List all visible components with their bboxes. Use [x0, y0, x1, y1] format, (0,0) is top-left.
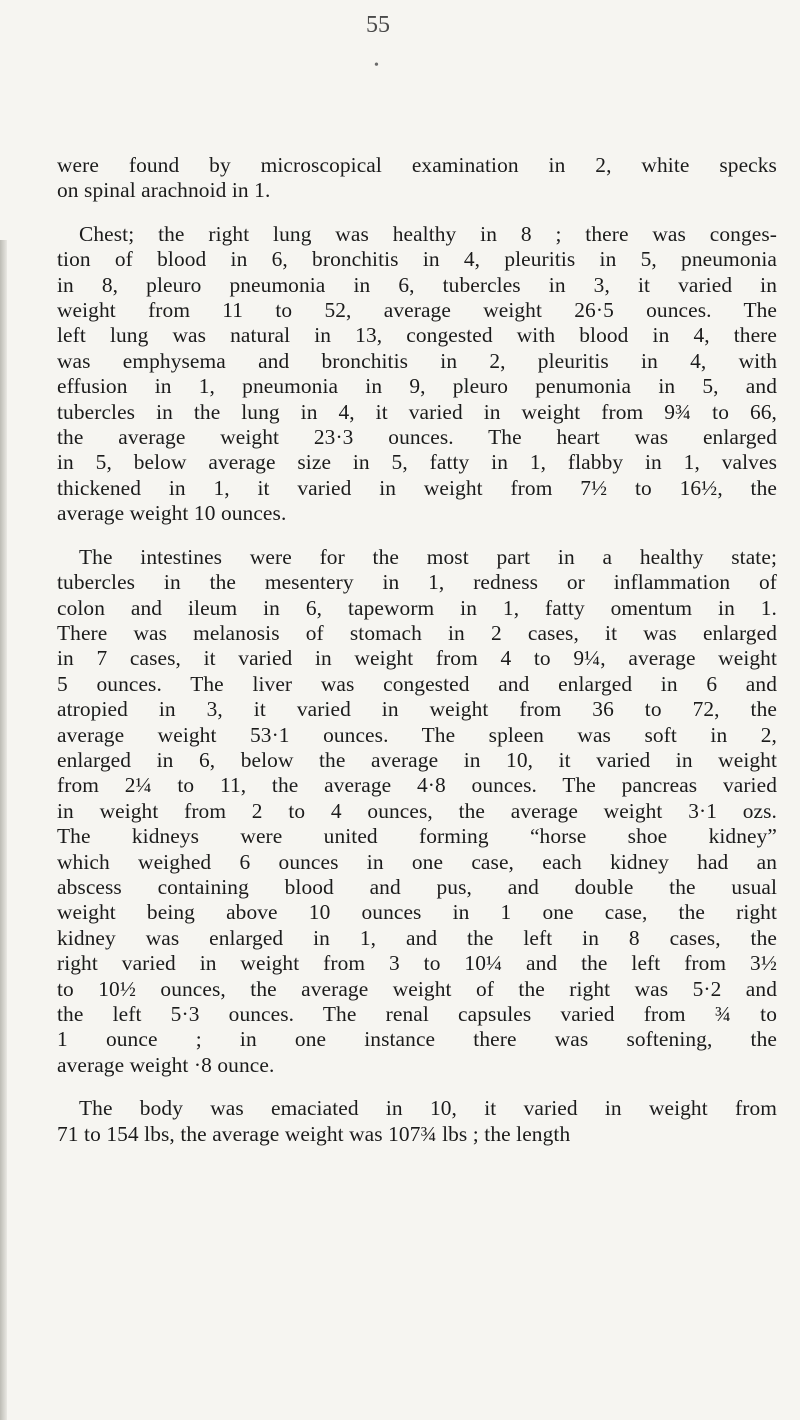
text-line: in 5, below average size in 5, fatty in 1, flabby in 1, valves — [57, 450, 777, 475]
text-line: The body was emaciated in 10, it varied in weight from — [79, 1096, 777, 1121]
page-number: 55 — [366, 12, 390, 38]
text-line: which weighed 6 ounces in one case, each kidney had an — [57, 849, 777, 874]
text-line: kidney was enlarged in 1, and the left in 8 cases, the — [57, 925, 777, 950]
text-line: left lung was natural in 13, congested with blood in 4, there — [57, 323, 777, 348]
text-line: average weight 10 ounces. — [57, 501, 287, 526]
paragraph — [57, 1096, 777, 1147]
body-text — [57, 153, 777, 1147]
text-line: abscess containing blood and pus, and double the usual — [57, 874, 777, 899]
paragraph — [57, 222, 777, 527]
text-line: weight being above 10 ounces in 1 one case, the right — [57, 900, 777, 925]
text-line: colon and ileum in 6, tapeworm in 1, fatty omentum in 1. — [57, 595, 777, 620]
text-line: There was melanosis of stomach in 2 cases, it was enlarged — [57, 620, 777, 645]
page-edge-shadow — [0, 240, 7, 1420]
text-line: were found by microscopical examination in 2, white specks — [57, 153, 777, 177]
text-line: tion of blood in 6, bronchitis in 4, pleuritis in 5, pneumonia — [57, 247, 777, 272]
text-line: to 10½ ounces, the average weight of the right was 5·2 and — [57, 976, 777, 1001]
paragraph — [57, 545, 777, 1079]
text-line: weight from 11 to 52, average weight 26·5 ounces. The — [57, 298, 777, 323]
text-line: was emphysema and bronchitis in 2, pleuritis in 4, with — [57, 348, 777, 373]
text-line: from 2¼ to 11, the average 4·8 ounces. The pancreas varied — [57, 773, 777, 798]
paragraph-gap — [57, 527, 777, 545]
text-line: tubercles in the lung in 4, it varied in weight from 9¾ to 66, — [57, 399, 777, 424]
text-line: in 7 cases, it varied in weight from 4 to 9¼, average weight — [57, 646, 777, 671]
text-line: enlarged in 6, below the average in 10, it varied in weight — [57, 747, 777, 772]
text-line: the average weight 23·3 ounces. The heart was enlarged — [57, 425, 777, 450]
paragraph — [57, 153, 777, 204]
text-line: in 8, pleuro pneumonia in 6, tubercles in 3, it varied in — [57, 272, 777, 297]
paragraph-gap — [57, 204, 777, 222]
text-line: average weight ·8 ounce. — [57, 1052, 275, 1077]
text-line: The intestines were for the most part in a healthy state; — [79, 544, 777, 569]
text-line: right varied in weight from 3 to 10¼ and the left from 3½ — [57, 951, 777, 976]
text-line: on spinal arachnoid in 1. — [57, 178, 271, 203]
text-line: 1 ounce ; in one instance there was softening, the — [57, 1027, 777, 1052]
text-line: 5 ounces. The liver was congested and enlarged in 6 and — [57, 671, 777, 696]
text-line: effusion in 1, pneumonia in 9, pleuro penumonia in 5, and — [57, 374, 777, 399]
text-line: average weight 53·1 ounces. The spleen was soft in 2, — [57, 722, 777, 747]
text-line: tubercles in the mesentery in 1, redness or inflammation of — [57, 570, 777, 595]
text-line: in weight from 2 to 4 ounces, the average weight 3·1 ozs. — [57, 798, 777, 823]
text-line: thickened in 1, it varied in weight from 7½ to 16½, the — [57, 475, 777, 500]
text-line: atropied in 3, it varied in weight from 36 to 72, the — [57, 697, 777, 722]
text-line: The kidneys were united forming “horse shoe kidney” — [57, 824, 777, 849]
text-line: Chest; the right lung was healthy in 8 ; there was conges- — [79, 221, 777, 246]
page-mark: • — [374, 58, 379, 73]
text-line: 71 to 154 lbs, the average weight was 107¾ lbs ; the length — [57, 1121, 571, 1146]
text-line: the left 5·3 ounces. The renal capsules varied from ¾ to — [57, 1002, 777, 1026]
paragraph-gap — [57, 1078, 777, 1096]
